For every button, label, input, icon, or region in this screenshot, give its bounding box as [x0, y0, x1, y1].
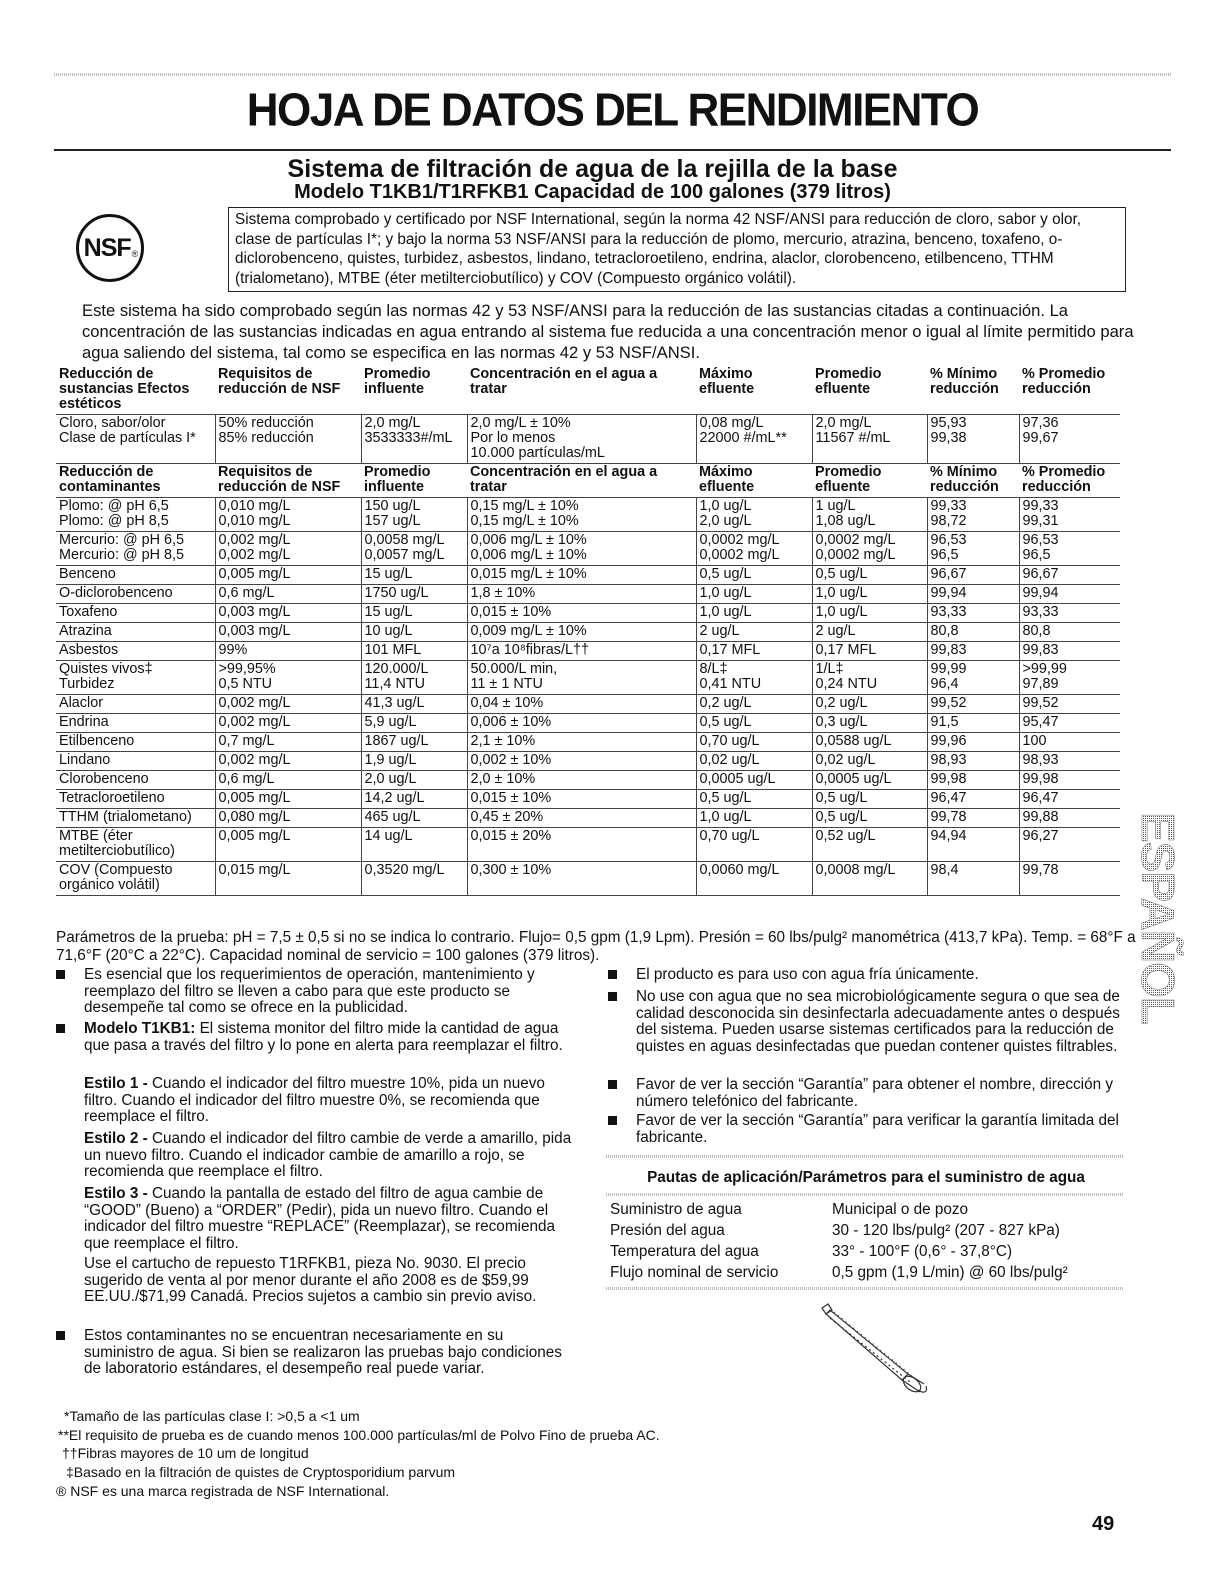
table-cell: 0,009 mg/L ± 10% [467, 623, 696, 642]
table-cell: 41,3 ug/L [361, 695, 467, 714]
top-dotted-rule [54, 73, 1171, 76]
table-cell: 0,17 MFL [696, 642, 812, 661]
table-cell: 0,300 ± 10% [467, 862, 696, 896]
table-cell: 2 ug/L [696, 623, 812, 642]
table-cell: 150 ug/L 157 ug/L [361, 498, 467, 532]
table-header-cell: Promedio influente [361, 366, 467, 415]
table-cell: 5,9 ug/L [361, 714, 467, 733]
table-cell: 99,83 [927, 642, 1019, 661]
table-cell: 0,5 ug/L [696, 714, 812, 733]
table-cell: 1,0 ug/L [696, 585, 812, 604]
table-cell: Mercurio: @ pH 6,5 Mercurio: @ pH 8,5 [56, 532, 215, 566]
table-cell: 10 ug/L [361, 623, 467, 642]
table-cell: 1,0 ug/L [696, 604, 812, 623]
table-cell: 0,015 ± 10% [467, 604, 696, 623]
app-label: Temperatura del agua [610, 1243, 759, 1260]
table-row [56, 498, 1120, 532]
table-header-cell: Concentración en el agua a tratar [467, 464, 696, 498]
table-cell: Lindano [56, 752, 215, 771]
bullet-label: Modelo T1KB1: [84, 1020, 196, 1037]
table-cell: 0,3520 mg/L [361, 862, 467, 896]
table-cell: 99,83 [1019, 642, 1120, 661]
table-header-cell: Concentración en el agua a tratar [467, 366, 696, 415]
table-cell: 0,7 mg/L [215, 733, 361, 752]
table-header-cell: Requisitos de reducción de NSF [215, 366, 361, 415]
table-cell: 93,33 [927, 604, 1019, 623]
table-cell: 0,015 mg/L ± 10% [467, 566, 696, 585]
table-cell: 96,53 96,5 [927, 532, 1019, 566]
table-cell: 2,0 ug/L [361, 771, 467, 790]
table-cell: 1,0 ug/L [812, 585, 927, 604]
table-cell: 0,70 ug/L [696, 733, 812, 752]
table-cell: 99,98 [927, 771, 1019, 790]
table-header-cell: Reducción de sustancias Efectos estéticos [56, 366, 215, 415]
table-cell: 0,005 mg/L [215, 790, 361, 809]
bullet-square [608, 992, 617, 1001]
table-cell: 2,0 mg/L ± 10% Por lo menos 10.000 partículas/mL [467, 415, 696, 464]
bullet-cold-water [636, 967, 1124, 984]
table-header-cell: % Mínimo reducción [927, 366, 1019, 415]
table-header-cell: % Promedio reducción [1019, 464, 1120, 498]
table-row [56, 828, 1120, 862]
table-header-row [56, 366, 1120, 415]
table-cell: 0,45 ± 20% [467, 809, 696, 828]
table-row [56, 809, 1120, 828]
app-value: 30 - 120 lbs/pulg² (207 - 827 kPa) [832, 1222, 1060, 1239]
table-cell: 99,78 [927, 809, 1019, 828]
table-header-cell: Reducción de contaminantes [56, 464, 215, 498]
table-cell: Quistes vivos‡ Turbidez [56, 661, 215, 695]
bullet-text: Es esencial que los requerimientos de operación, mantenimiento y reemplazo del filtro se lleven a cabo para que este producto se desempeñe tal como se ofrece en la publicidad. [84, 966, 535, 1016]
table-cell: 2,0 ± 10% [467, 771, 696, 790]
table-cell: 99,33 99,31 [1019, 498, 1120, 532]
model-line: Modelo T1KB1/T1RFKB1 Capacidad de 100 galones (379 litros) [294, 181, 891, 203]
table-cell: 99,98 [1019, 771, 1120, 790]
table-cell: Alaclor [56, 695, 215, 714]
table-cell: 0,17 MFL [812, 642, 927, 661]
bullet-model-t1kb1 [84, 1021, 572, 1054]
bullet-text: El sistema monitor del filtro mide la cantidad de agua que pasa a través del filtro y lo pone en alerta para reemplazar el filtro. [84, 1020, 563, 1054]
application-table [606, 1199, 1072, 1283]
table-cell: 99,52 [1019, 695, 1120, 714]
table-cell: COV (Compuesto orgánico volátil) [56, 862, 215, 896]
style-label: Estilo 1 - [84, 1075, 148, 1092]
table-header-cell: Requisitos de reducción de NSF [215, 464, 361, 498]
table-cell: 15 ug/L [361, 566, 467, 585]
table-cell: 2,1 ± 10% [467, 733, 696, 752]
app-value: Municipal o de pozo [832, 1201, 969, 1218]
table-cell: Etilbenceno [56, 733, 215, 752]
table-cell: >99,99 97,89 [1019, 661, 1120, 695]
table-cell: 1,8 ± 10% [467, 585, 696, 604]
side-tab-text: ESPAÑOL [1132, 812, 1184, 1024]
table-cell: 0,02 ug/L [812, 752, 927, 771]
nsf-logo-text: NSF [83, 233, 131, 262]
bullet-square [608, 1116, 617, 1125]
table-cell: 0,015 ± 10% [467, 790, 696, 809]
table-cell: 99,78 [1019, 862, 1120, 896]
table-cell: 2,0 mg/L 3533333#/mL [361, 415, 467, 464]
table-cell: 1,0 ug/L [812, 604, 927, 623]
table-row [56, 771, 1120, 790]
table-cell: 80,8 [1019, 623, 1120, 642]
system-subtitle: Sistema de filtración de agua de la rejilla de la base [287, 155, 898, 183]
table-cell: 0,003 mg/L [215, 604, 361, 623]
table-cell: Toxafeno [56, 604, 215, 623]
table-cell: 0,0060 mg/L [696, 862, 812, 896]
table-header-row [56, 464, 1120, 498]
table-cell: 0,02 ug/L [696, 752, 812, 771]
footnote-test-requirement: **El requisito de prueba es de cuando menos 100.000 partículas/ml de Polvo Fino de prueba AC. [58, 1427, 660, 1443]
bullet-text: Favor de ver la sección “Garantía” para obtener el nombre, dirección y número telefónico del fabricante. [636, 1076, 1113, 1110]
table-cell: 0,005 mg/L [215, 828, 361, 862]
style-2-paragraph [84, 1131, 572, 1181]
table-cell: 97,36 99,67 [1019, 415, 1120, 464]
table-cell: 0,002 mg/L 0,002 mg/L [215, 532, 361, 566]
table-cell: 0,0588 ug/L [812, 733, 927, 752]
table-cell: 99,52 [927, 695, 1019, 714]
style-label: Estilo 3 - [84, 1185, 148, 1202]
table-cell: 0,6 mg/L [215, 771, 361, 790]
table-row [56, 585, 1120, 604]
table-cell: 0,0005 ug/L [812, 771, 927, 790]
table-cell: 0,002 ± 10% [467, 752, 696, 771]
table-cell: 98,93 [927, 752, 1019, 771]
page-number: 49 [1092, 1513, 1115, 1535]
table-cell: Asbestos [56, 642, 215, 661]
table-cell: 96,27 [1019, 828, 1120, 862]
table-cell: 0,3 ug/L [812, 714, 927, 733]
table-cell: 99,94 [927, 585, 1019, 604]
table-cell: 94,94 [927, 828, 1019, 862]
bullet-text: Favor de ver la sección “Garantía” para verificar la garantía limitada del fabricante. [636, 1112, 1119, 1146]
table-header-cell: Promedio influente [361, 464, 467, 498]
bullet-square [608, 1080, 617, 1089]
table-cell: 99% [215, 642, 361, 661]
table-cell: 0,5 ug/L [812, 566, 927, 585]
table-cell: 14 ug/L [361, 828, 467, 862]
app-value: 0,5 gpm (1,9 L/min) @ 60 lbs/pulg² [832, 1264, 1068, 1281]
table-row [56, 415, 1120, 464]
table-cell: Benceno [56, 566, 215, 585]
table-cell: Atrazina [56, 623, 215, 642]
table-cell: 14,2 ug/L [361, 790, 467, 809]
table-cell: 0,003 mg/L [215, 623, 361, 642]
footnote-cysts: ‡Basado en la filtración de quistes de Cryptosporidium parvum [66, 1464, 456, 1480]
bullet-warranty-manufacturer [636, 1077, 1124, 1110]
table-header-cell: Promedio efluente [812, 366, 927, 415]
application-title: Pautas de aplicación/Parámetros para el suministro de agua [647, 1169, 1085, 1186]
footnote-particle-size: *Tamaño de las partículas clase I: >0,5 a <1 um [64, 1408, 360, 1424]
table-row [56, 790, 1120, 809]
table-header-cell: % Promedio reducción [1019, 366, 1120, 415]
application-row [606, 1220, 1072, 1241]
table-cell: 0,015 mg/L [215, 862, 361, 896]
application-mid-rule [606, 1193, 1123, 1196]
table-cell: 96,53 96,5 [1019, 532, 1120, 566]
bullet-text: El producto es para uso con agua fría únicamente. [636, 966, 979, 983]
table-cell: 0,006 mg/L ± 10% 0,006 mg/L ± 10% [467, 532, 696, 566]
app-label: Presión del agua [610, 1222, 725, 1239]
table-cell: 96,47 [927, 790, 1019, 809]
table-row [56, 862, 1120, 896]
replacement-paragraph: Use el cartucho de repuesto T1RFKB1, pieza No. 9030. El precio sugerido de venta al por menor durante el año 2008 es de $59,99 EE.UU./$71,99 Canadá. Precios sujetos a cambio sin previo aviso. [84, 1255, 537, 1305]
table-cell: 91,5 [927, 714, 1019, 733]
table-cell: 0,5 ug/L [812, 809, 927, 828]
table-cell: 1,0 ug/L [696, 809, 812, 828]
table-cell: 0,002 mg/L [215, 752, 361, 771]
performance-table [56, 366, 1120, 896]
table-cell: 50% reducción 85% reducción [215, 415, 361, 464]
style-text: Cuando la pantalla de estado del filtro de agua cambie de “GOOD” (Bueno) a “ORDER” (Pedir), pida un nuevo filtro. Cuando el indicador del filtro muestre “REPLACE” (Reemplazar), se recomienda que reemplace el filtro. [84, 1185, 555, 1252]
application-row [606, 1241, 1072, 1262]
table-row [56, 566, 1120, 585]
table-cell: Tetracloroetileno [56, 790, 215, 809]
table-cell: 99,99 96,4 [927, 661, 1019, 695]
bullet-water-safety [636, 989, 1124, 1055]
nsf-logo [76, 214, 144, 282]
table-cell: 0,010 mg/L 0,010 mg/L [215, 498, 361, 532]
table-header-cell: Promedio efluente [812, 464, 927, 498]
table-row [56, 604, 1120, 623]
table-cell: 96,67 [1019, 566, 1120, 585]
page-title: HOJA DE DATOS DEL RENDIMIENTO [246, 84, 979, 137]
application-bottom-rule [606, 1287, 1123, 1290]
table-cell: 1/L‡ 0,24 NTU [812, 661, 927, 695]
title-rule [54, 149, 1171, 151]
table-cell: 0,70 ug/L [696, 828, 812, 862]
app-label: Suministro de agua [610, 1201, 742, 1218]
table-cell: Cloro, sabor/olor Clase de partículas I* [56, 415, 215, 464]
table-cell: 0,006 ± 10% [467, 714, 696, 733]
table-cell: 80,8 [927, 623, 1019, 642]
table-header-cell: Máximo efluente [696, 464, 812, 498]
table-cell: 98,4 [927, 862, 1019, 896]
table-row [56, 642, 1120, 661]
table-cell: 96,47 [1019, 790, 1120, 809]
table-cell: 50.000/L min, 11 ± 1 NTU [467, 661, 696, 695]
table-cell: 15 ug/L [361, 604, 467, 623]
table-cell: 1,9 ug/L [361, 752, 467, 771]
table-cell: 2,0 mg/L 11567 #/mL [812, 415, 927, 464]
table-cell: 93,33 [1019, 604, 1120, 623]
test-parameters: Parámetros de la prueba: pH = 7,5 ± 0,5 si no se indica lo contrario. Flujo= 0,5 gpm (1,9 Lpm). Presión = 60 lbs/pulg² manométrica (413,7 kPa). Temp. = 68°F a 71,6°F (20°C a 22°C). Capacidad nominal de servicio = 100 galones (379 litros). [56, 929, 1136, 964]
table-cell: 0,005 mg/L [215, 566, 361, 585]
table-cell: 0,0005 ug/L [696, 771, 812, 790]
table-cell: 10⁷a 10⁸fibras/L†† [467, 642, 696, 661]
table-cell: 99,33 98,72 [927, 498, 1019, 532]
bullet-operation-requirements [84, 967, 572, 1017]
table-cell: 8/L‡ 0,41 NTU [696, 661, 812, 695]
table-cell: 96,67 [927, 566, 1019, 585]
table-row [56, 623, 1120, 642]
bullet-contaminants-note [84, 1328, 572, 1378]
intro-paragraph: Este sistema ha sido comprobado según las normas 42 y 53 NSF/ANSI para la reducción de las sustancias citadas a continuación. La concentración de las sustancias indicadas en agua entrando al sistema fue reducida a una concentración menor o igual al límite permitido para agua saliendo del sistema, tal como se especifica en las normas 42 y 53 NSF/ANSI. [82, 301, 1134, 362]
table-cell: TTHM (trialometano) [56, 809, 215, 828]
table-cell: 0,0058 mg/L 0,0057 mg/L [361, 532, 467, 566]
bullet-text: No use con agua que no sea microbiológicamente segura o que sea de calidad desconocida sin desinfectarla adecuadamente antes o después del sistema. Pueden usarse sistemas certificados para la reducción de quistes en aguas desinfectadas que puedan contener quistes filtrables. [636, 988, 1120, 1055]
table-cell: 101 MFL [361, 642, 467, 661]
table-cell: 1,0 ug/L 2,0 ug/L [696, 498, 812, 532]
table-row [56, 714, 1120, 733]
footnote-fibers: ††Fibras mayores de 10 um de longitud [62, 1445, 309, 1461]
bullet-square [608, 970, 617, 979]
table-cell: 0,0002 mg/L 0,0002 mg/L [696, 532, 812, 566]
table-cell: 99,88 [1019, 809, 1120, 828]
table-cell: Clorobenceno [56, 771, 215, 790]
table-cell: Endrina [56, 714, 215, 733]
table-cell: 120.000/L 11,4 NTU [361, 661, 467, 695]
bullet-square [56, 1024, 65, 1033]
table-cell: >99,95% 0,5 NTU [215, 661, 361, 695]
table-cell: 99,94 [1019, 585, 1120, 604]
application-top-rule [606, 1155, 1123, 1158]
filter-cartridge-illustration [800, 1300, 940, 1400]
bullet-warranty-limited [636, 1113, 1124, 1146]
table-cell: Plomo: @ pH 6,5 Plomo: @ pH 8,5 [56, 498, 215, 532]
table-cell: 0,52 ug/L [812, 828, 927, 862]
table-cell: 0,0008 mg/L [812, 862, 927, 896]
table-cell: 0,2 ug/L [696, 695, 812, 714]
style-text: Cuando el indicador del filtro cambie de verde a amarillo, pida un nuevo filtro. Cuando el indicador cambie de amarillo a rojo, se recomienda que reemplace el filtro. [84, 1130, 572, 1180]
nsf-registered-mark: ® [131, 249, 138, 259]
table-row [56, 752, 1120, 771]
style-3-paragraph [84, 1186, 572, 1252]
table-cell: MTBE (éter metilterciobutílico) [56, 828, 215, 862]
table-cell: 0,04 ± 10% [467, 695, 696, 714]
bullet-square [56, 1331, 65, 1340]
bullet-square [56, 970, 65, 979]
footnote-trademark: ® NSF es una marca registrada de NSF International. [56, 1483, 390, 1499]
table-cell: 0,002 mg/L [215, 695, 361, 714]
table-cell: 0,5 ug/L [812, 790, 927, 809]
certification-box: Sistema comprobado y certificado por NSF International, según la norma 42 NSF/ANSI para reducción de cloro, sabor y olor, clase de partículas I*; y bajo la norma 53 NSF/ANSI para la reducción de plomo, mercurio, atrazina, benceno, toxafeno, o-diclorobenceno, quistes, turbidez, asbestos, lindano, tetracloroetileno, endrina, alaclor, clorobenceno, etilbenceno, TTHM (trialometano), MTBE (éter metilterciobutílico) y COV (Compuesto orgánico volátil). [228, 207, 1126, 292]
table-cell: 98,93 [1019, 752, 1120, 771]
table-cell: 0,002 mg/L [215, 714, 361, 733]
table-cell: O-diclorobenceno [56, 585, 215, 604]
style-text: Cuando el indicador del filtro muestre 10%, pida un nuevo filtro. Cuando el indicador del filtro muestre 0%, se recomienda que reemplace el filtro. [84, 1075, 545, 1125]
table-cell: 2 ug/L [812, 623, 927, 642]
table-cell: 0,5 ug/L [696, 566, 812, 585]
table-cell: 95,47 [1019, 714, 1120, 733]
style-label: Estilo 2 - [84, 1130, 148, 1147]
table-cell: 1867 ug/L [361, 733, 467, 752]
table-cell: 0,080 mg/L [215, 809, 361, 828]
app-value: 33° - 100°F (0,6° - 37,8°C) [832, 1243, 1013, 1260]
table-cell: 0,5 ug/L [696, 790, 812, 809]
table-row [56, 532, 1120, 566]
table-row [56, 733, 1120, 752]
table-cell: 0,6 mg/L [215, 585, 361, 604]
side-tab-espanol [1128, 812, 1190, 1062]
table-cell: 0,0002 mg/L 0,0002 mg/L [812, 532, 927, 566]
style-1-paragraph [84, 1076, 572, 1126]
table-header-cell: Máximo efluente [696, 366, 812, 415]
table-cell: 0,2 ug/L [812, 695, 927, 714]
table-cell: 100 [1019, 733, 1120, 752]
table-row [56, 661, 1120, 695]
application-row [606, 1262, 1072, 1283]
table-cell: 1 ug/L 1,08 ug/L [812, 498, 927, 532]
table-cell: 465 ug/L [361, 809, 467, 828]
table-header-cell: % Mínimo reducción [927, 464, 1019, 498]
table-cell: 0,08 mg/L 22000 #/mL** [696, 415, 812, 464]
table-cell: 95,93 99,38 [927, 415, 1019, 464]
app-label: Flujo nominal de servicio [610, 1264, 779, 1281]
bullet-text: Estos contaminantes no se encuentran necesariamente en su suministro de agua. Si bien se realizaron las pruebas bajo condiciones de laboratorio estándares, el desempeño real puede variar. [84, 1327, 562, 1377]
table-row [56, 695, 1120, 714]
application-row [606, 1199, 1072, 1220]
table-cell: 0,015 ± 20% [467, 828, 696, 862]
table-cell: 0,15 mg/L ± 10% 0,15 mg/L ± 10% [467, 498, 696, 532]
table-cell: 99,96 [927, 733, 1019, 752]
table-cell: 1750 ug/L [361, 585, 467, 604]
